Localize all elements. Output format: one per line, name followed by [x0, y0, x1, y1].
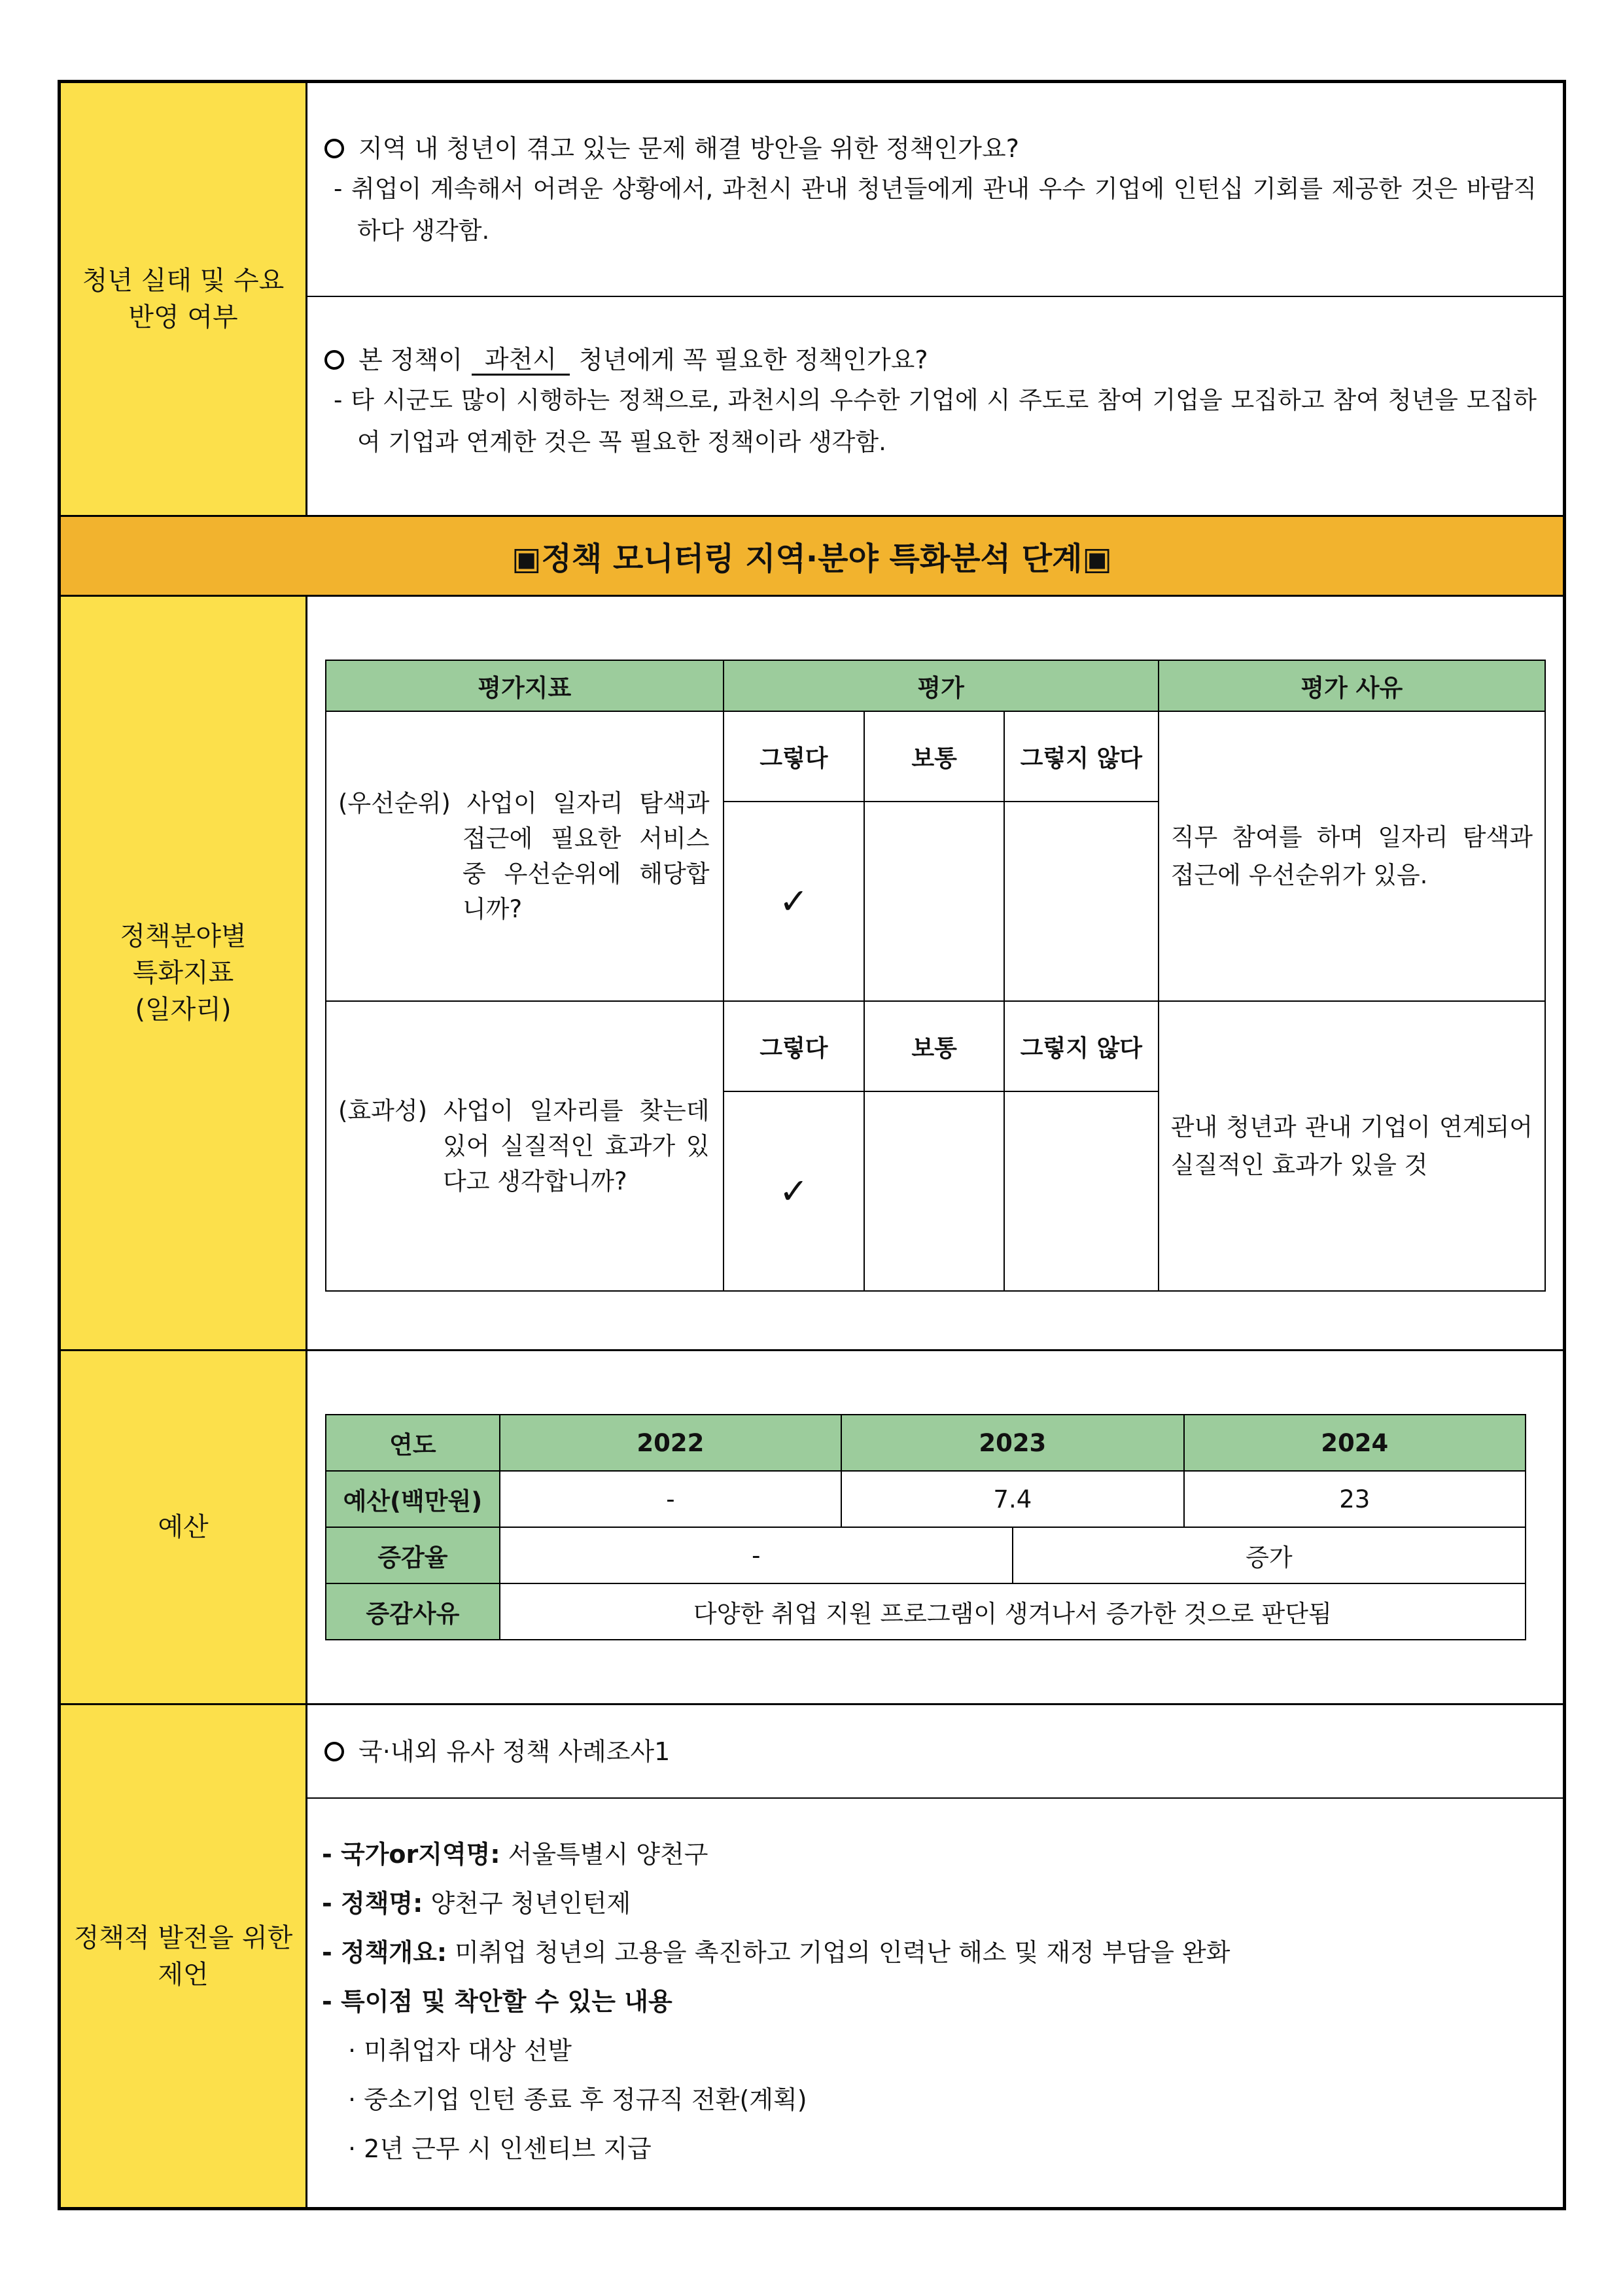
- budget-2024: 23: [1184, 1471, 1526, 1527]
- answer-2: - 타 시군도 많이 시행하는 정책으로, 과천시의 우수한 기업에 시 주도로 참여 기업을 모집하고 참여 청년을 모집하여 기업과 연계한 것은 꼭 필요한 정책이라 생각함.: [334, 386, 1537, 456]
- evaluation-table: [325, 660, 1546, 1292]
- check-cell-neutral: [864, 1091, 1004, 1291]
- blank-region: 과천시: [472, 345, 570, 376]
- list-item: - 정책개요: 미취업 청년의 고용을 촉진하고 기업의 인력난 해소 및 재정 부담을 완화: [322, 1938, 1230, 1967]
- section-budget: [61, 1351, 1563, 1705]
- case-study-heading: 국·내외 유사 정책 사례조사1: [307, 1705, 1563, 1799]
- question-2: 본 정책이 과천시 청년에게 꼭 필요한 정책인가요?: [322, 340, 1537, 380]
- option-yes: 그렇다: [724, 711, 865, 802]
- section-indicators: [61, 597, 1563, 1351]
- bullet-item: · 미취업자 대상 선발: [348, 2036, 572, 2065]
- header-evaluation: 평가: [724, 660, 1159, 711]
- check-cell-yes: [724, 802, 865, 1001]
- budget-label: 예산(백만원): [326, 1471, 500, 1527]
- header-reason: 평가 사유: [1159, 660, 1545, 711]
- year-label: 연도: [326, 1415, 500, 1471]
- section-proposal: [61, 1705, 1563, 2207]
- check-cell-no: [1004, 802, 1159, 1001]
- section-label: 청년 실태 및 수요 반영 여부: [61, 83, 307, 515]
- year-2023: 2023: [841, 1415, 1183, 1471]
- stage-banner: ▣정책 모니터링 지역·분야 특화분석 단계▣: [61, 517, 1563, 597]
- list-item: - 특이점 및 착안할 수 있는 내용: [322, 1987, 672, 2016]
- year-2022: 2022: [500, 1415, 841, 1471]
- change-label: 증감율: [326, 1527, 500, 1583]
- checkmark-icon: ✓: [778, 1171, 809, 1212]
- list-item: - 국가or지역명: 서울특별시 양천구: [322, 1840, 708, 1869]
- question-block-1: [307, 83, 1563, 297]
- check-cell-no: [1004, 1091, 1159, 1291]
- option-neutral: 보통: [864, 1001, 1004, 1091]
- reason-priority: 직무 참여를 하며 일자리 탐색과 접근에 우선순위가 있음.: [1159, 711, 1545, 1001]
- section-label: 정책분야별 특화지표 (일자리): [61, 597, 307, 1349]
- change-first: -: [500, 1527, 1013, 1583]
- indicator-effectiveness: (효과성) 사업이 일자리를 찾는데 있어 실질적인 효과가 있다고 생각합니까?: [326, 1001, 724, 1291]
- option-yes: 그렇다: [724, 1001, 865, 1091]
- check-cell-neutral: [864, 802, 1004, 1001]
- check-cell-yes: [724, 1091, 865, 1291]
- option-no: 그렇지 않다: [1004, 711, 1159, 802]
- reason-label: 증감사유: [326, 1583, 500, 1640]
- option-neutral: 보통: [864, 711, 1004, 802]
- reason-effectiveness: 관내 청년과 관내 기업이 연계되어 실질적인 효과가 있을 것: [1159, 1001, 1545, 1291]
- section-youth-demand: [61, 83, 1563, 517]
- year-2024: 2024: [1184, 1415, 1526, 1471]
- change-reason: 다양한 취업 지원 프로그램이 생겨나서 증가한 것으로 판단됨: [500, 1583, 1526, 1640]
- answer-1: - 취업이 계속해서 어려운 상황에서, 과천시 관내 청년들에게 관내 우수 기업에 인턴십 기회를 제공한 것은 바람직하다 생각함.: [334, 175, 1537, 245]
- report-form: [58, 80, 1566, 2210]
- case-study-list: [307, 1799, 1563, 2174]
- budget-table: [325, 1414, 1526, 1640]
- budget-2023: 7.4: [841, 1471, 1183, 1527]
- indicator-priority: (우선순위) 사업이 일자리 탐색과 접근에 필요한 서비스 중 우선순위에 해당합니까?: [326, 711, 724, 1001]
- section-label: 예산: [61, 1351, 307, 1703]
- question-1: 지역 내 청년이 겪고 있는 문제 해결 방안을 위한 정책인가요?: [322, 129, 1537, 168]
- bullet-item: · 2년 근무 시 인센티브 지급: [348, 2134, 652, 2163]
- budget-2022: -: [500, 1471, 841, 1527]
- checkmark-icon: ✓: [778, 881, 809, 922]
- circle-bullet-icon: [324, 350, 344, 370]
- question-block-2: [307, 297, 1563, 515]
- section-label: 정책적 발전을 위한 제언: [61, 1705, 307, 2207]
- circle-bullet-icon: [324, 139, 344, 158]
- list-item: - 정책명: 양천구 청년인턴제: [322, 1889, 631, 1918]
- header-indicator: 평가지표: [326, 660, 724, 711]
- circle-bullet-icon: [324, 1742, 344, 1761]
- bullet-item: · 중소기업 인턴 종료 후 정규직 전환(계획): [348, 2085, 807, 2114]
- option-no: 그렇지 않다: [1004, 1001, 1159, 1091]
- change-second: 증가: [1013, 1527, 1526, 1583]
